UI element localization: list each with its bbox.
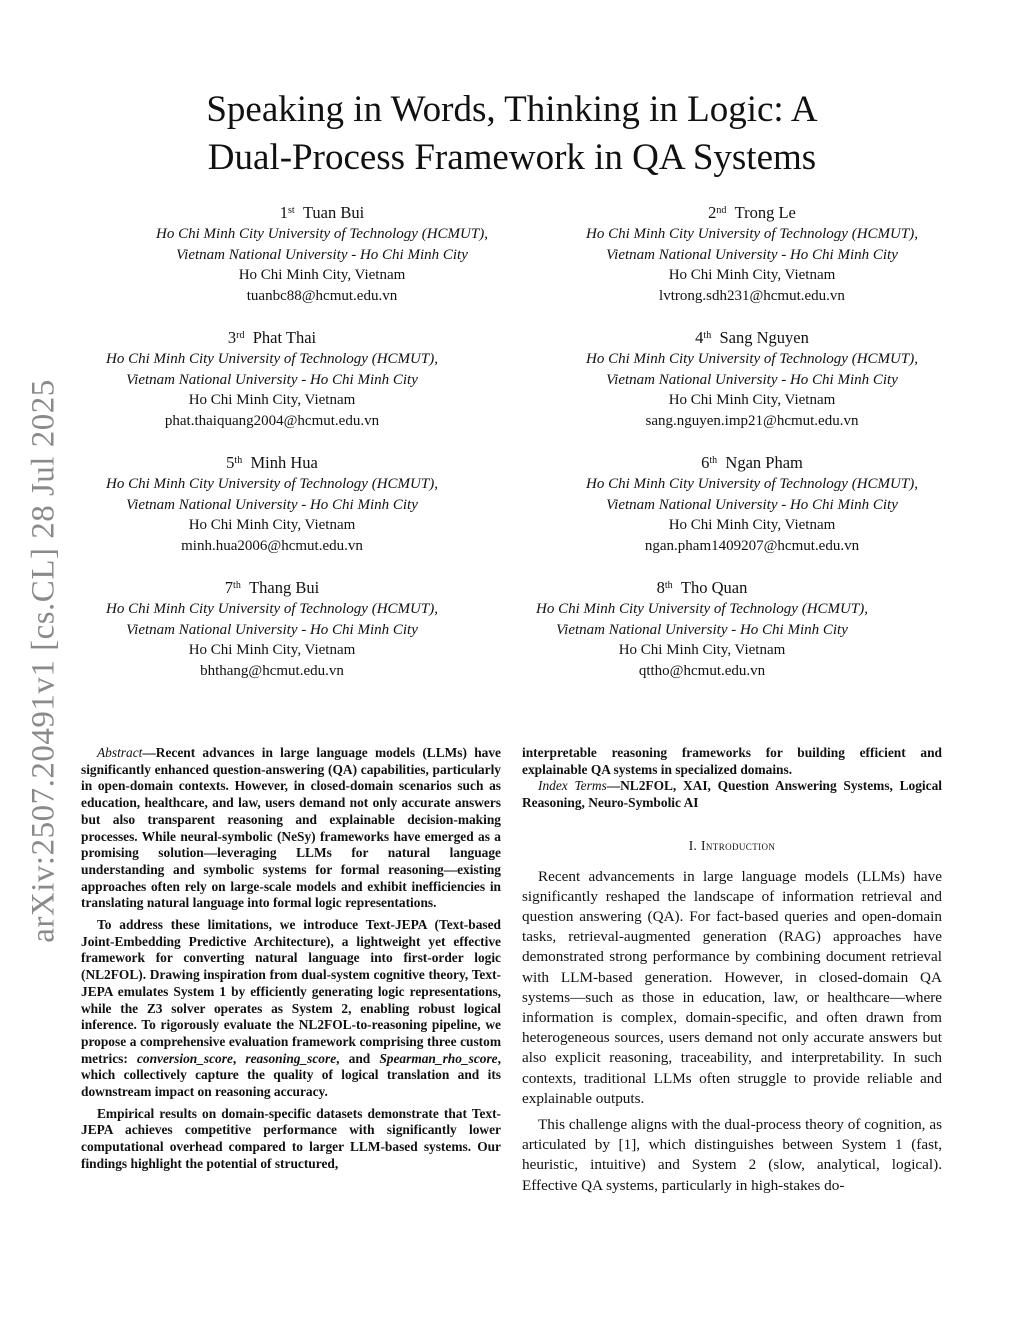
abstract-paragraph: Empirical results on domain-specific datasets demonstrate that Text-JEPA achieves competitive performance with significantly lower computational overhead compared to larger LLM-based systems. Our findings highlight the potential of structured, (81, 1105, 501, 1171)
author-email: qttho@hcmut.edu.vn (638, 663, 766, 680)
author-block (517, 452, 987, 557)
author-email: tuanbc88@hcmut.edu.vn (246, 288, 398, 305)
author-block (37, 327, 507, 432)
author-email: bhthang@hcmut.edu.vn (200, 663, 344, 680)
author-affiliation: Vietnam National University - Ho Chi Minh City (556, 621, 848, 638)
metric-reasoning-score: reasoning_score (245, 1050, 337, 1066)
abstract-paragraph: Abstract—Recent advances in large language models (LLMs) have significantly enhanced question-answering (QA) capabilities, particularly in open-domain contexts. However, in closed-domain scenarios such as education, healthcare, and law, users demand not only accurate answers but also transparent reasoning and explainable decision-making processes. While neural-symbolic (NeSy) frameworks have emerged as a promising solution—leveraging LLMs for natural language understanding and symbolic systems for formal reasoning—existing approaches often rely on large-scale models and exhibit inefficiencies in translating natural language into formal logic representations. (81, 745, 501, 911)
author-affiliation: Vietnam National University - Ho Chi Minh City (126, 371, 418, 388)
index-terms: Index Terms—NL2FOL, XAI, Question Answering Systems, Logical Reasoning, Neuro-Symbolic AI (522, 778, 943, 811)
index-terms-label: Index Terms (538, 778, 607, 794)
author-affiliation: Vietnam National University - Ho Chi Minh City (606, 246, 898, 263)
author-affiliation: Ho Chi Minh City University of Technology (HCMUT), (586, 351, 918, 367)
author-affiliation: Vietnam National University - Ho Chi Minh City (176, 246, 468, 263)
author-block (37, 577, 507, 682)
metric-spearman-score: Spearman_rho_score (379, 1050, 498, 1066)
author-city: Ho Chi Minh City, Vietnam (668, 517, 836, 534)
title-line-2: Dual-Process Framework in QA Systems (207, 137, 817, 178)
author-city: Ho Chi Minh City, Vietnam (618, 642, 786, 659)
author-affiliation: Ho Chi Minh City University of Technology (HCMUT), (536, 601, 868, 617)
abstract-column (81, 745, 501, 1178)
author-email: lvtrong.sdh231@hcmut.edu.vn (659, 288, 845, 305)
author-city: Ho Chi Minh City, Vietnam (188, 642, 356, 659)
author-email: phat.thaiquang2004@hcmut.edu.vn (164, 413, 380, 430)
author-affiliation: Ho Chi Minh City University of Technology (HCMUT), (106, 351, 438, 367)
author-email: ngan.pham1409207@hcmut.edu.vn (644, 538, 860, 555)
author-name: 1st Tuan Bui (279, 203, 365, 222)
author-city: Ho Chi Minh City, Vietnam (188, 517, 356, 534)
abstract-paragraph: To address these limitations, we introduce Text-JEPA (Text-based Joint-Embedding Predictive Architecture), a lightweight yet effective framework for converting natural language into first-order logic (NL2FOL). Drawing inspiration from dual-system cognitive theory, Text-JEPA emulates System 1 by efficiently generating logic representations, while the Z3 solver operates as System 2, enabling robust logical inference. To rigorously evaluate the NL2FOL-to-reasoning pipeline, we propose a comprehensive evaluation framework comprising three custom metrics: conversion_score, reasoning_score, and Spearman_rho_score, which collectively capture the quality of logical translation and its downstream impact on reasoning accuracy. (81, 917, 501, 1100)
section-body (522, 867, 942, 1196)
body-paragraph: This challenge aligns with the dual-process theory of cognition, as articulated by [1], which distinguishes between System 1 (fast, heuristic, intuitive) and System 2 (slow, analytical, logical). Effective QA systems, particularly in high-stakes do- (522, 1115, 942, 1194)
author-name: 7th Thang Bui (224, 578, 320, 597)
author-name: 4th Sang Nguyen (695, 328, 809, 347)
author-name: 3rd Phat Thai (227, 328, 317, 347)
author-name: 5th Minh Hua (226, 453, 318, 472)
author-affiliation: Vietnam National University - Ho Chi Minh City (126, 496, 418, 513)
author-affiliation: Ho Chi Minh City University of Technology (HCMUT), (586, 476, 918, 492)
author-affiliation: Vietnam National University - Ho Chi Minh City (606, 496, 898, 513)
author-block (517, 202, 987, 307)
author-city: Ho Chi Minh City, Vietnam (668, 392, 836, 409)
author-affiliation: Ho Chi Minh City University of Technology (HCMUT), (156, 226, 488, 242)
metric-conversion-score: conversion_score (136, 1050, 233, 1066)
author-email: minh.hua2006@hcmut.edu.vn (181, 538, 363, 555)
author-name: 8th Tho Quan (656, 578, 748, 597)
abstract-continuation: interpretable reasoning frameworks for building efficient and explainable QA systems in specialized domains. (522, 745, 942, 777)
author-email: sang.nguyen.imp21@hcmut.edu.vn (645, 413, 859, 430)
intro-column (522, 745, 942, 1202)
paper-title (0, 86, 1024, 182)
author-city: Ho Chi Minh City, Vietnam (668, 267, 836, 284)
author-name: 6th Ngan Pham (701, 453, 803, 472)
author-affiliation: Ho Chi Minh City University of Technology (HCMUT), (586, 226, 918, 242)
author-affiliation: Vietnam National University - Ho Chi Minh City (126, 621, 418, 638)
author-city: Ho Chi Minh City, Vietnam (188, 392, 356, 409)
title-line-1: Speaking in Words, Thinking in Logic: A (206, 89, 818, 130)
author-block (517, 327, 987, 432)
author-affiliation: Ho Chi Minh City University of Technology (HCMUT), (106, 476, 438, 492)
author-affiliation: Vietnam National University - Ho Chi Minh City (606, 371, 898, 388)
author-block (37, 452, 507, 557)
author-block (467, 577, 937, 682)
author-block (87, 202, 557, 307)
arxiv-identifier: arXiv:2507.20491v1 [cs.CL] 28 Jul 2025 (25, 379, 62, 943)
author-affiliation: Ho Chi Minh City University of Technology (HCMUT), (106, 601, 438, 617)
author-city: Ho Chi Minh City, Vietnam (238, 267, 406, 284)
body-paragraph: Recent advancements in large language models (LLMs) have significantly reshaped the landscape of information retrieval and question answering (QA). For fact-based queries and open-domain tasks, retrieval-augmented generation (RAG) approaches have demonstrated strong performance by combining document retrieval with LLM-based generation. However, in closed-domain QA systems—such as those in education, law, or healthcare—where information is complex, domain-specific, and often drawn from heterogeneous sources, users demand not only accurate answers but also explicit reasoning, traceability, and interpretability. In such contexts, traditional LLMs often struggle to provide reliable and explainable outputs. (522, 867, 942, 1107)
section-heading: I. Introduction (688, 837, 776, 853)
abstract-label: Abstract (97, 745, 143, 760)
author-name: 2nd Trong Le (708, 203, 796, 222)
